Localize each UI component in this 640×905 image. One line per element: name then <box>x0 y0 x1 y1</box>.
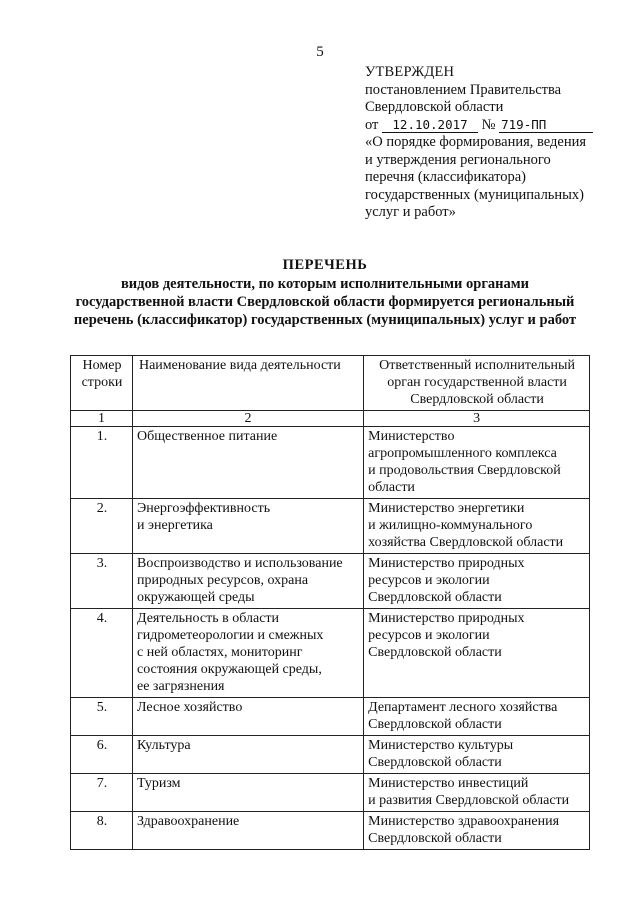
responsible-body: Министерство здравоохранения Свердловской области <box>364 812 590 850</box>
row-number: 1. <box>71 427 133 499</box>
activity-name: Энергоэффективность и энергетика <box>132 499 363 554</box>
row-number: 4. <box>71 609 133 698</box>
responsible-body: Министерство культуры Свердловской области <box>364 736 590 774</box>
page-number: 5 <box>316 44 324 60</box>
table-row <box>71 499 590 554</box>
activity-name: Культура <box>132 736 363 774</box>
table-header-row <box>71 356 590 411</box>
order-subject: «О порядке формирования, ведения и утверждения регионального перечня (классификатора) государственных (муниципальных) услуг и работ» <box>365 134 587 220</box>
table-row <box>71 736 590 774</box>
table-row <box>71 609 590 698</box>
activity-name: Туризм <box>132 774 363 812</box>
number-label: № <box>481 116 496 133</box>
column-number: 1 <box>71 411 133 427</box>
table-row <box>71 812 590 850</box>
column-number-row <box>71 411 590 427</box>
header-cell-activity: Наименование вида деятельности <box>132 356 363 411</box>
approval-block <box>365 64 605 222</box>
row-number: 2. <box>71 499 133 554</box>
approval-line-1: постановлением Правительства <box>365 81 562 98</box>
table-row <box>71 698 590 736</box>
title-line-2: государственной власти Свердловской области формируется региональный <box>75 294 575 310</box>
title-line-1: видов деятельности, по которым исполнительными органами <box>120 276 530 292</box>
order-date: 12.10.2017 <box>382 118 478 133</box>
title-line-3: перечень (классификатор) государственных (муниципальных) услуг и работ <box>73 312 577 328</box>
responsible-body: Министерство природных ресурсов и экологии Свердловской области <box>364 554 590 609</box>
table-row <box>71 554 590 609</box>
responsible-body: Департамент лесного хозяйства Свердловской области <box>364 698 590 736</box>
activity-name: Деятельность в области гидрометеорологии и смежных с ней областях, мониторинг состояния окружающей среды, ее загрязнения <box>132 609 363 698</box>
table-row <box>71 774 590 812</box>
header-cell-number: Номер строки <box>71 356 133 411</box>
activity-name: Воспроизводство и использование природных ресурсов, охрана окружающей среды <box>132 554 363 609</box>
responsible-body: Министерство энергетики и жилищно-коммунального хозяйства Свердловской области <box>364 499 590 554</box>
row-number: 3. <box>71 554 133 609</box>
column-number: 3 <box>364 411 590 427</box>
row-number: 6. <box>71 736 133 774</box>
header-cell-body: Ответственный исполнительный орган государственной власти Свердловской области <box>364 356 590 411</box>
activity-name: Здравоохранение <box>132 812 363 850</box>
table-row <box>71 427 590 499</box>
activity-table <box>70 355 590 850</box>
row-number: 8. <box>71 812 133 850</box>
order-number: 719-ПП <box>499 118 593 133</box>
column-number: 2 <box>132 411 363 427</box>
document-title <box>40 256 610 329</box>
title-heading: ПЕРЕЧЕНЬ <box>282 257 368 273</box>
row-number: 7. <box>71 774 133 812</box>
responsible-body: Министерство инвестиций и развития Свердловской области <box>364 774 590 812</box>
row-number: 5. <box>71 698 133 736</box>
responsible-body: Министерство агропромышленного комплекса и продовольствия Свердловской области <box>364 427 590 499</box>
activity-name: Лесное хозяйство <box>132 698 363 736</box>
activity-name: Общественное питание <box>132 427 363 499</box>
responsible-body: Министерство природных ресурсов и экологии Свердловской области <box>364 609 590 698</box>
order-line <box>365 117 605 135</box>
approved-label: УТВЕРЖДЕН <box>365 64 455 80</box>
from-label: от <box>365 116 379 133</box>
approval-line-2: Свердловской области <box>365 99 504 115</box>
